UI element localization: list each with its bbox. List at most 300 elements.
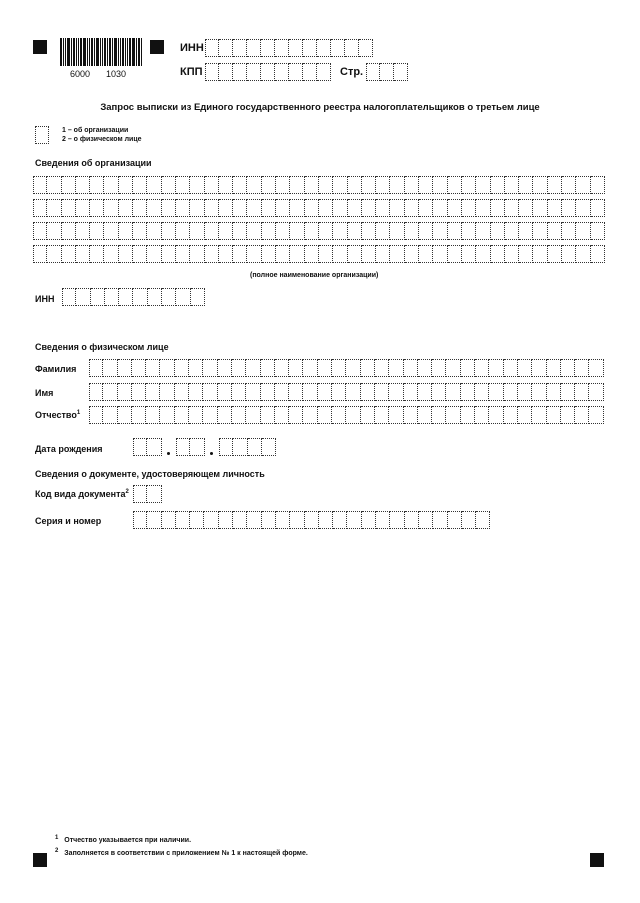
entry-cell[interactable] <box>133 438 147 456</box>
entry-cell[interactable] <box>561 359 575 377</box>
entry-cell[interactable] <box>203 359 217 377</box>
entry-cell[interactable] <box>589 383 603 401</box>
entry-cell[interactable] <box>518 406 532 424</box>
entry-cell[interactable] <box>333 199 347 217</box>
entry-cell[interactable] <box>276 199 290 217</box>
entry-cell[interactable] <box>376 176 390 194</box>
entry-cell[interactable] <box>375 359 389 377</box>
org-name-row-1[interactable] <box>33 176 605 194</box>
entry-cell[interactable] <box>47 222 61 240</box>
entry-cell[interactable] <box>104 245 118 263</box>
entry-cell[interactable] <box>47 176 61 194</box>
entry-cell[interactable] <box>519 176 533 194</box>
entry-cell[interactable] <box>233 176 247 194</box>
header-inn-boxes[interactable] <box>205 39 373 57</box>
entry-cell[interactable] <box>276 245 290 263</box>
entry-cell[interactable] <box>318 406 332 424</box>
entry-cell[interactable] <box>305 511 319 529</box>
entry-cell[interactable] <box>359 39 373 57</box>
entry-cell[interactable] <box>233 245 247 263</box>
entry-cell[interactable] <box>476 176 490 194</box>
entry-cell[interactable] <box>476 511 490 529</box>
entry-cell[interactable] <box>275 359 289 377</box>
entry-cell[interactable] <box>389 406 403 424</box>
patronymic-boxes[interactable] <box>89 406 604 424</box>
entry-cell[interactable] <box>561 383 575 401</box>
entry-cell[interactable] <box>119 222 133 240</box>
entry-cell[interactable] <box>332 359 346 377</box>
entry-cell[interactable] <box>548 176 562 194</box>
entry-cell[interactable] <box>219 63 233 81</box>
entry-cell[interactable] <box>246 359 260 377</box>
subject-type-box[interactable] <box>35 126 49 144</box>
entry-cell[interactable] <box>319 176 333 194</box>
entry-cell[interactable] <box>318 383 332 401</box>
entry-cell[interactable] <box>346 406 360 424</box>
entry-cell[interactable] <box>303 39 317 57</box>
entry-cell[interactable] <box>562 176 576 194</box>
entry-cell[interactable] <box>405 511 419 529</box>
entry-cell[interactable] <box>461 406 475 424</box>
entry-cell[interactable] <box>346 359 360 377</box>
entry-cell[interactable] <box>448 245 462 263</box>
entry-cell[interactable] <box>591 222 605 240</box>
entry-cell[interactable] <box>505 199 519 217</box>
entry-cell[interactable] <box>375 406 389 424</box>
entry-cell[interactable] <box>233 438 247 456</box>
birthdate-day-boxes[interactable] <box>133 438 162 456</box>
entry-cell[interactable] <box>305 245 319 263</box>
entry-cell[interactable] <box>348 245 362 263</box>
entry-cell[interactable] <box>489 359 503 377</box>
entry-cell[interactable] <box>147 222 161 240</box>
entry-cell[interactable] <box>204 511 218 529</box>
doc-code-boxes[interactable] <box>133 485 162 503</box>
entry-cell[interactable] <box>276 222 290 240</box>
entry-cell[interactable] <box>348 199 362 217</box>
entry-cell[interactable] <box>103 383 117 401</box>
entry-cell[interactable] <box>332 406 346 424</box>
entry-cell[interactable] <box>305 199 319 217</box>
entry-cell[interactable] <box>261 359 275 377</box>
entry-cell[interactable] <box>390 199 404 217</box>
entry-cell[interactable] <box>90 245 104 263</box>
entry-cell[interactable] <box>562 245 576 263</box>
entry-cell[interactable] <box>432 406 446 424</box>
entry-cell[interactable] <box>160 406 174 424</box>
entry-cell[interactable] <box>418 359 432 377</box>
entry-cell[interactable] <box>448 511 462 529</box>
entry-cell[interactable] <box>418 383 432 401</box>
entry-cell[interactable] <box>33 199 47 217</box>
entry-cell[interactable] <box>576 176 590 194</box>
entry-cell[interactable] <box>303 359 317 377</box>
entry-cell[interactable] <box>162 222 176 240</box>
entry-cell[interactable] <box>419 245 433 263</box>
entry-cell[interactable] <box>589 359 603 377</box>
entry-cell[interactable] <box>247 176 261 194</box>
entry-cell[interactable] <box>233 63 247 81</box>
entry-cell[interactable] <box>432 359 446 377</box>
entry-cell[interactable] <box>390 176 404 194</box>
entry-cell[interactable] <box>232 383 246 401</box>
entry-cell[interactable] <box>504 383 518 401</box>
entry-cell[interactable] <box>289 383 303 401</box>
entry-cell[interactable] <box>348 176 362 194</box>
surname-boxes[interactable] <box>89 359 604 377</box>
entry-cell[interactable] <box>205 176 219 194</box>
entry-cell[interactable] <box>103 406 117 424</box>
entry-cell[interactable] <box>76 222 90 240</box>
entry-cell[interactable] <box>104 176 118 194</box>
entry-cell[interactable] <box>418 406 432 424</box>
entry-cell[interactable] <box>162 176 176 194</box>
entry-cell[interactable] <box>303 383 317 401</box>
entry-cell[interactable] <box>332 383 346 401</box>
entry-cell[interactable] <box>462 511 476 529</box>
entry-cell[interactable] <box>519 222 533 240</box>
entry-cell[interactable] <box>303 406 317 424</box>
entry-cell[interactable] <box>376 199 390 217</box>
entry-cell[interactable] <box>176 245 190 263</box>
entry-cell[interactable] <box>147 485 161 503</box>
entry-cell[interactable] <box>190 438 204 456</box>
header-page-boxes[interactable] <box>366 63 408 81</box>
entry-cell[interactable] <box>290 222 304 240</box>
entry-cell[interactable] <box>219 39 233 57</box>
entry-cell[interactable] <box>160 383 174 401</box>
entry-cell[interactable] <box>162 245 176 263</box>
entry-cell[interactable] <box>433 245 447 263</box>
entry-cell[interactable] <box>148 288 162 306</box>
entry-cell[interactable] <box>562 199 576 217</box>
entry-cell[interactable] <box>446 406 460 424</box>
entry-cell[interactable] <box>504 359 518 377</box>
entry-cell[interactable] <box>518 359 532 377</box>
entry-cell[interactable] <box>162 288 176 306</box>
entry-cell[interactable] <box>261 39 275 57</box>
birthdate-month-boxes[interactable] <box>176 438 205 456</box>
entry-cell[interactable] <box>262 222 276 240</box>
entry-cell[interactable] <box>390 245 404 263</box>
entry-cell[interactable] <box>318 359 332 377</box>
entry-cell[interactable] <box>133 485 147 503</box>
entry-cell[interactable] <box>132 359 146 377</box>
entry-cell[interactable] <box>547 359 561 377</box>
entry-cell[interactable] <box>262 438 276 456</box>
entry-cell[interactable] <box>118 383 132 401</box>
entry-cell[interactable] <box>432 383 446 401</box>
entry-cell[interactable] <box>233 222 247 240</box>
entry-cell[interactable] <box>190 222 204 240</box>
entry-cell[interactable] <box>532 406 546 424</box>
entry-cell[interactable] <box>133 199 147 217</box>
entry-cell[interactable] <box>333 176 347 194</box>
entry-cell[interactable] <box>190 511 204 529</box>
entry-cell[interactable] <box>462 222 476 240</box>
entry-cell[interactable] <box>333 511 347 529</box>
entry-cell[interactable] <box>247 39 261 57</box>
entry-cell[interactable] <box>394 63 408 81</box>
entry-cell[interactable] <box>591 176 605 194</box>
entry-cell[interactable] <box>261 406 275 424</box>
entry-cell[interactable] <box>218 406 232 424</box>
entry-cell[interactable] <box>317 39 331 57</box>
entry-cell[interactable] <box>548 222 562 240</box>
entry-cell[interactable] <box>446 383 460 401</box>
entry-cell[interactable] <box>362 222 376 240</box>
entry-cell[interactable] <box>290 176 304 194</box>
entry-cell[interactable] <box>47 245 61 263</box>
entry-cell[interactable] <box>233 511 247 529</box>
entry-cell[interactable] <box>103 359 117 377</box>
entry-cell[interactable] <box>33 176 47 194</box>
entry-cell[interactable] <box>118 359 132 377</box>
entry-cell[interactable] <box>90 199 104 217</box>
entry-cell[interactable] <box>491 199 505 217</box>
entry-cell[interactable] <box>175 406 189 424</box>
entry-cell[interactable] <box>33 222 47 240</box>
entry-cell[interactable] <box>262 199 276 217</box>
entry-cell[interactable] <box>146 359 160 377</box>
entry-cell[interactable] <box>246 383 260 401</box>
entry-cell[interactable] <box>190 199 204 217</box>
entry-cell[interactable] <box>404 383 418 401</box>
entry-cell[interactable] <box>275 406 289 424</box>
entry-cell[interactable] <box>476 199 490 217</box>
entry-cell[interactable] <box>190 176 204 194</box>
entry-cell[interactable] <box>275 63 289 81</box>
entry-cell[interactable] <box>104 222 118 240</box>
entry-cell[interactable] <box>133 176 147 194</box>
entry-cell[interactable] <box>146 406 160 424</box>
entry-cell[interactable] <box>290 511 304 529</box>
entry-cell[interactable] <box>205 199 219 217</box>
entry-cell[interactable] <box>233 39 247 57</box>
entry-cell[interactable] <box>475 406 489 424</box>
header-kpp-boxes[interactable] <box>205 63 331 81</box>
entry-cell[interactable] <box>205 39 219 57</box>
entry-cell[interactable] <box>176 199 190 217</box>
entry-cell[interactable] <box>147 245 161 263</box>
entry-cell[interactable] <box>305 176 319 194</box>
entry-cell[interactable] <box>533 199 547 217</box>
entry-cell[interactable] <box>376 511 390 529</box>
entry-cell[interactable] <box>491 245 505 263</box>
entry-cell[interactable] <box>133 245 147 263</box>
entry-cell[interactable] <box>319 511 333 529</box>
entry-cell[interactable] <box>76 199 90 217</box>
entry-cell[interactable] <box>462 176 476 194</box>
entry-cell[interactable] <box>133 288 147 306</box>
entry-cell[interactable] <box>533 176 547 194</box>
entry-cell[interactable] <box>405 176 419 194</box>
org-name-row-4[interactable] <box>33 245 605 263</box>
entry-cell[interactable] <box>232 359 246 377</box>
entry-cell[interactable] <box>519 245 533 263</box>
entry-cell[interactable] <box>547 383 561 401</box>
entry-cell[interactable] <box>419 176 433 194</box>
entry-cell[interactable] <box>189 406 203 424</box>
entry-cell[interactable] <box>505 176 519 194</box>
entry-cell[interactable] <box>462 199 476 217</box>
entry-cell[interactable] <box>247 199 261 217</box>
entry-cell[interactable] <box>489 406 503 424</box>
entry-cell[interactable] <box>362 199 376 217</box>
series-number-boxes[interactable] <box>133 511 490 529</box>
entry-cell[interactable] <box>290 199 304 217</box>
entry-cell[interactable] <box>575 383 589 401</box>
entry-cell[interactable] <box>146 383 160 401</box>
entry-cell[interactable] <box>218 359 232 377</box>
name-boxes[interactable] <box>89 383 604 401</box>
entry-cell[interactable] <box>89 406 103 424</box>
entry-cell[interactable] <box>176 288 190 306</box>
entry-cell[interactable] <box>248 438 262 456</box>
entry-cell[interactable] <box>548 199 562 217</box>
entry-cell[interactable] <box>319 199 333 217</box>
entry-cell[interactable] <box>62 245 76 263</box>
entry-cell[interactable] <box>404 406 418 424</box>
entry-cell[interactable] <box>147 511 161 529</box>
entry-cell[interactable] <box>575 359 589 377</box>
entry-cell[interactable] <box>504 406 518 424</box>
entry-cell[interactable] <box>366 63 380 81</box>
entry-cell[interactable] <box>147 176 161 194</box>
entry-cell[interactable] <box>205 222 219 240</box>
entry-cell[interactable] <box>219 199 233 217</box>
entry-cell[interactable] <box>247 222 261 240</box>
entry-cell[interactable] <box>361 359 375 377</box>
entry-cell[interactable] <box>289 406 303 424</box>
entry-cell[interactable] <box>62 288 76 306</box>
entry-cell[interactable] <box>105 288 119 306</box>
entry-cell[interactable] <box>532 383 546 401</box>
entry-cell[interactable] <box>62 222 76 240</box>
entry-cell[interactable] <box>247 245 261 263</box>
entry-cell[interactable] <box>190 245 204 263</box>
entry-cell[interactable] <box>191 288 205 306</box>
entry-cell[interactable] <box>576 199 590 217</box>
entry-cell[interactable] <box>433 222 447 240</box>
birthdate-year-boxes[interactable] <box>219 438 276 456</box>
entry-cell[interactable] <box>147 199 161 217</box>
entry-cell[interactable] <box>290 245 304 263</box>
entry-cell[interactable] <box>133 511 147 529</box>
entry-cell[interactable] <box>433 511 447 529</box>
org-name-row-3[interactable] <box>33 222 605 240</box>
entry-cell[interactable] <box>247 511 261 529</box>
entry-cell[interactable] <box>132 383 146 401</box>
entry-cell[interactable] <box>119 199 133 217</box>
entry-cell[interactable] <box>203 383 217 401</box>
entry-cell[interactable] <box>62 199 76 217</box>
entry-cell[interactable] <box>333 245 347 263</box>
entry-cell[interactable] <box>361 383 375 401</box>
entry-cell[interactable] <box>47 199 61 217</box>
entry-cell[interactable] <box>562 222 576 240</box>
entry-cell[interactable] <box>62 176 76 194</box>
entry-cell[interactable] <box>119 245 133 263</box>
entry-cell[interactable] <box>162 199 176 217</box>
entry-cell[interactable] <box>489 383 503 401</box>
entry-cell[interactable] <box>346 383 360 401</box>
entry-cell[interactable] <box>89 383 103 401</box>
entry-cell[interactable] <box>76 176 90 194</box>
org-inn-boxes[interactable] <box>62 288 205 306</box>
entry-cell[interactable] <box>246 406 260 424</box>
entry-cell[interactable] <box>348 222 362 240</box>
entry-cell[interactable] <box>362 511 376 529</box>
entry-cell[interactable] <box>461 359 475 377</box>
entry-cell[interactable] <box>462 245 476 263</box>
entry-cell[interactable] <box>175 359 189 377</box>
entry-cell[interactable] <box>175 383 189 401</box>
entry-cell[interactable] <box>333 222 347 240</box>
entry-cell[interactable] <box>576 222 590 240</box>
entry-cell[interactable] <box>276 176 290 194</box>
entry-cell[interactable] <box>376 222 390 240</box>
entry-cell[interactable] <box>119 176 133 194</box>
entry-cell[interactable] <box>219 222 233 240</box>
entry-cell[interactable] <box>104 199 118 217</box>
org-name-row-2[interactable] <box>33 199 605 217</box>
entry-cell[interactable] <box>476 222 490 240</box>
entry-cell[interactable] <box>362 245 376 263</box>
entry-cell[interactable] <box>132 406 146 424</box>
entry-cell[interactable] <box>317 63 331 81</box>
entry-cell[interactable] <box>219 511 233 529</box>
entry-cell[interactable] <box>176 222 190 240</box>
entry-cell[interactable] <box>262 511 276 529</box>
entry-cell[interactable] <box>289 63 303 81</box>
entry-cell[interactable] <box>433 176 447 194</box>
entry-cell[interactable] <box>518 383 532 401</box>
entry-cell[interactable] <box>505 222 519 240</box>
entry-cell[interactable] <box>76 245 90 263</box>
entry-cell[interactable] <box>448 199 462 217</box>
entry-cell[interactable] <box>205 245 219 263</box>
entry-cell[interactable] <box>591 199 605 217</box>
entry-cell[interactable] <box>575 406 589 424</box>
entry-cell[interactable] <box>390 222 404 240</box>
entry-cell[interactable] <box>261 383 275 401</box>
entry-cell[interactable] <box>147 438 161 456</box>
entry-cell[interactable] <box>448 176 462 194</box>
entry-cell[interactable] <box>448 222 462 240</box>
entry-cell[interactable] <box>305 222 319 240</box>
entry-cell[interactable] <box>232 406 246 424</box>
entry-cell[interactable] <box>262 176 276 194</box>
entry-cell[interactable] <box>475 383 489 401</box>
entry-cell[interactable] <box>548 245 562 263</box>
entry-cell[interactable] <box>505 245 519 263</box>
entry-cell[interactable] <box>389 359 403 377</box>
entry-cell[interactable] <box>319 222 333 240</box>
entry-cell[interactable] <box>261 63 275 81</box>
entry-cell[interactable] <box>91 288 105 306</box>
entry-cell[interactable] <box>133 222 147 240</box>
entry-cell[interactable] <box>361 406 375 424</box>
entry-cell[interactable] <box>375 383 389 401</box>
entry-cell[interactable] <box>475 359 489 377</box>
entry-cell[interactable] <box>219 245 233 263</box>
entry-cell[interactable] <box>433 199 447 217</box>
entry-cell[interactable] <box>76 288 90 306</box>
entry-cell[interactable] <box>589 406 603 424</box>
entry-cell[interactable] <box>419 199 433 217</box>
entry-cell[interactable] <box>176 511 190 529</box>
